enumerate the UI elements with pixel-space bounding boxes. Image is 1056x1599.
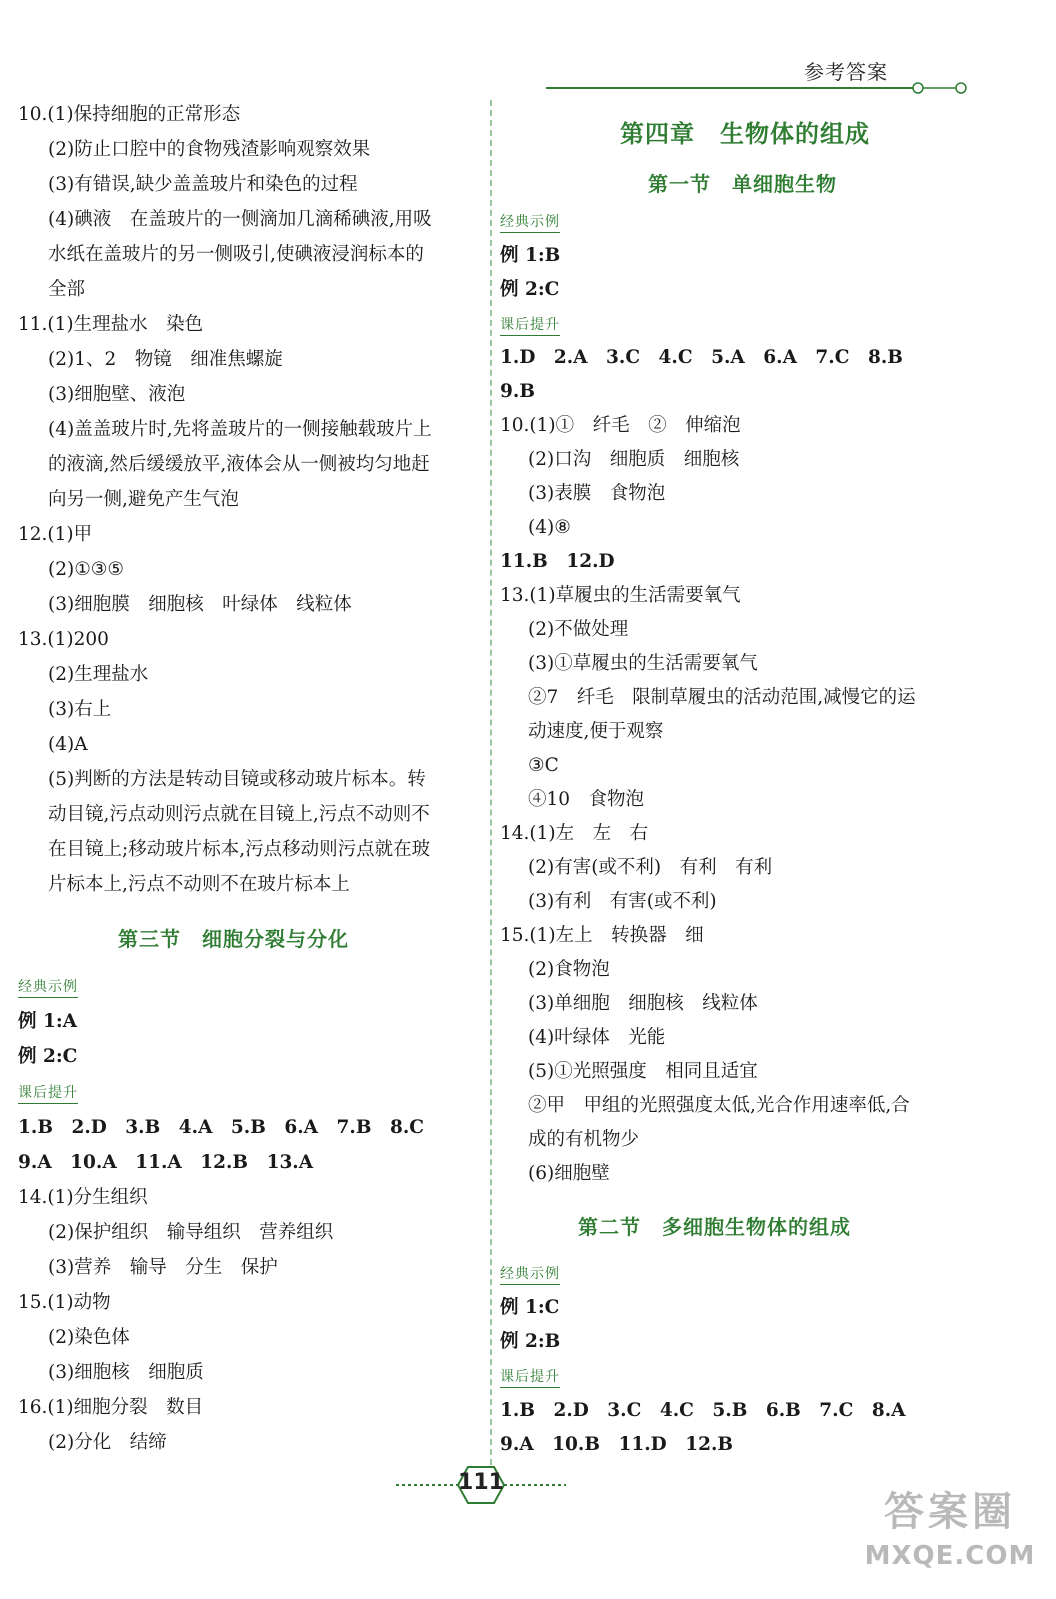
- answer-row: 1.B 2.D 3.C 4.C 5.B 6.B 7.C 8.A: [500, 1400, 906, 1421]
- answer-line: (3)右上: [48, 699, 112, 720]
- answer-line: 片标本上,污点不动则不在玻片标本上: [48, 874, 350, 895]
- watermark: [860, 1486, 1040, 1594]
- after-class-tag: 课后提升: [18, 1082, 78, 1104]
- answer-line: (2)生理盐水: [48, 664, 149, 685]
- answer-line: (2)染色体: [48, 1327, 130, 1348]
- answer-line: ③C: [528, 755, 559, 776]
- answer-line: (4)盖盖玻片时,先将盖玻片的一侧接触载玻片上: [48, 419, 432, 440]
- answer-line: 16.(1)细胞分裂 数目: [18, 1397, 204, 1418]
- answer-line: 成的有机物少: [528, 1129, 640, 1150]
- answer-line: (5)判断的方法是转动目镜或移动玻片标本。转: [48, 769, 426, 790]
- answer-row: 1.D 2.A 3.C 4.C 5.A 6.A 7.C 8.B: [500, 347, 903, 368]
- answer-line: 11.(1)生理盐水 染色: [18, 314, 204, 335]
- answer-line: (3)细胞壁、液泡: [48, 384, 186, 405]
- answer-line: (3)有利 有害(或不利): [528, 891, 717, 912]
- answer-line: 全部: [48, 279, 86, 300]
- answer-line: 在目镜上;移动玻片标本,污点移动则污点就在玻: [48, 839, 431, 860]
- answer-line: (3)细胞膜 细胞核 叶绿体 线粒体: [48, 594, 352, 615]
- column-divider: [490, 100, 492, 1485]
- chapter-title: 第四章 生物体的组成: [620, 120, 870, 148]
- header-ornament: [546, 80, 976, 100]
- answer-line: 13.(1)200: [18, 629, 109, 650]
- answer-line: (3)营养 输导 分生 保护: [48, 1257, 278, 1278]
- answer-line: 水纸在盖玻片的另一侧吸引,使碘液浸润标本的: [48, 244, 424, 265]
- page-number: 111: [458, 1470, 504, 1495]
- answer-line: (3)单细胞 细胞核 线粒体: [528, 993, 758, 1014]
- section-title: 第一节 单细胞生物: [648, 172, 837, 196]
- example-answer: 例 1:B: [500, 245, 561, 266]
- answer-line: (2)1、2 物镜 细准焦螺旋: [48, 349, 283, 370]
- examples-tag: 经典示例: [500, 1263, 560, 1285]
- answer-line: 动目镜,污点动则污点就在目镜上,污点不动则不: [48, 804, 430, 825]
- answer-line: 14.(1)分生组织: [18, 1187, 148, 1208]
- answer-line: 15.(1)左上 转换器 细: [500, 925, 704, 946]
- answer-line: (4)叶绿体 光能: [528, 1027, 666, 1048]
- answer-line: (3)有错误,缺少盖盖玻片和染色的过程: [48, 174, 358, 195]
- answer-line: 15.(1)动物: [18, 1292, 111, 1313]
- answer-line: (2)不做处理: [528, 619, 629, 640]
- answer-line: 的液滴,然后缓缓放平,液体会从一侧被均匀地赶: [48, 454, 430, 475]
- header-label: 参考答案: [804, 60, 888, 84]
- watermark-top: 答案圈: [884, 1489, 1016, 1535]
- watermark-bottom: MXQE.COM: [864, 1541, 1036, 1571]
- answer-line: (2)防止口腔中的食物残渣影响观察效果: [48, 139, 371, 160]
- answer-line: ②7 纤毛 限制草履虫的活动范围,减慢它的运: [528, 687, 916, 708]
- answer-line: 11.B 12.D: [500, 551, 615, 572]
- answer-line: (4)⑧: [528, 517, 571, 538]
- answer-line: (2)口沟 细胞质 细胞核: [528, 449, 740, 470]
- after-class-tag: 课后提升: [500, 1366, 560, 1388]
- answer-line: (2)食物泡: [528, 959, 610, 980]
- answer-line: 10.(1)① 纤毛 ② 伸缩泡: [500, 415, 741, 436]
- answer-line: 13.(1)草履虫的生活需要氧气: [500, 585, 741, 606]
- example-answer: 例 2:C: [500, 279, 560, 300]
- example-answer: 例 1:A: [18, 1011, 77, 1032]
- answer-line: 14.(1)左 左 右: [500, 823, 649, 844]
- answer-line: (6)细胞壁: [528, 1163, 610, 1184]
- answer-line: ④10 食物泡: [528, 789, 645, 810]
- after-class-tag: 课后提升: [500, 314, 560, 336]
- answer-line: (2)有害(或不利) 有利 有利: [528, 857, 773, 878]
- answer-line: 向另一侧,避免产生气泡: [48, 489, 239, 510]
- answer-row: 9.A 10.A 11.A 12.B 13.A: [18, 1152, 314, 1173]
- answer-line: (3)细胞核 细胞质: [48, 1362, 204, 1383]
- answer-line: (2)保护组织 输导组织 营养组织: [48, 1222, 334, 1243]
- answer-line: (3)①草履虫的生活需要氧气: [528, 653, 758, 674]
- section-title: 第三节 细胞分裂与分化: [118, 927, 349, 951]
- answer-line: (3)表膜 食物泡: [528, 483, 666, 504]
- answer-line: (4)A: [48, 734, 88, 755]
- answer-line: 12.(1)甲: [18, 524, 93, 545]
- example-answer: 例 2:B: [500, 1331, 561, 1352]
- example-answer: 例 2:C: [18, 1046, 78, 1067]
- answer-line: (2)分化 结缔: [48, 1432, 167, 1453]
- answer-line: (2)①③⑤: [48, 559, 124, 580]
- answer-row: 1.B 2.D 3.B 4.A 5.B 6.A 7.B 8.C: [18, 1117, 425, 1138]
- answer-line: 10.(1)保持细胞的正常形态: [18, 104, 241, 125]
- examples-tag: 经典示例: [18, 976, 78, 998]
- answer-row: 9.A 10.B 11.D 12.B: [500, 1434, 734, 1455]
- answer-line: (5)①光照强度 相同且适宜: [528, 1061, 758, 1082]
- example-answer: 例 1:C: [500, 1297, 560, 1318]
- answer-line: (4)碘液 在盖玻片的一侧滴加几滴稀碘液,用吸: [48, 209, 432, 230]
- answer-row: 9.B: [500, 381, 535, 402]
- section-title: 第二节 多细胞生物体的组成: [578, 1215, 851, 1239]
- examples-tag: 经典示例: [500, 211, 560, 233]
- answer-line: ②甲 甲组的光照强度太低,光合作用速率低,合: [528, 1095, 910, 1116]
- answer-line: 动速度,便于观察: [528, 721, 664, 742]
